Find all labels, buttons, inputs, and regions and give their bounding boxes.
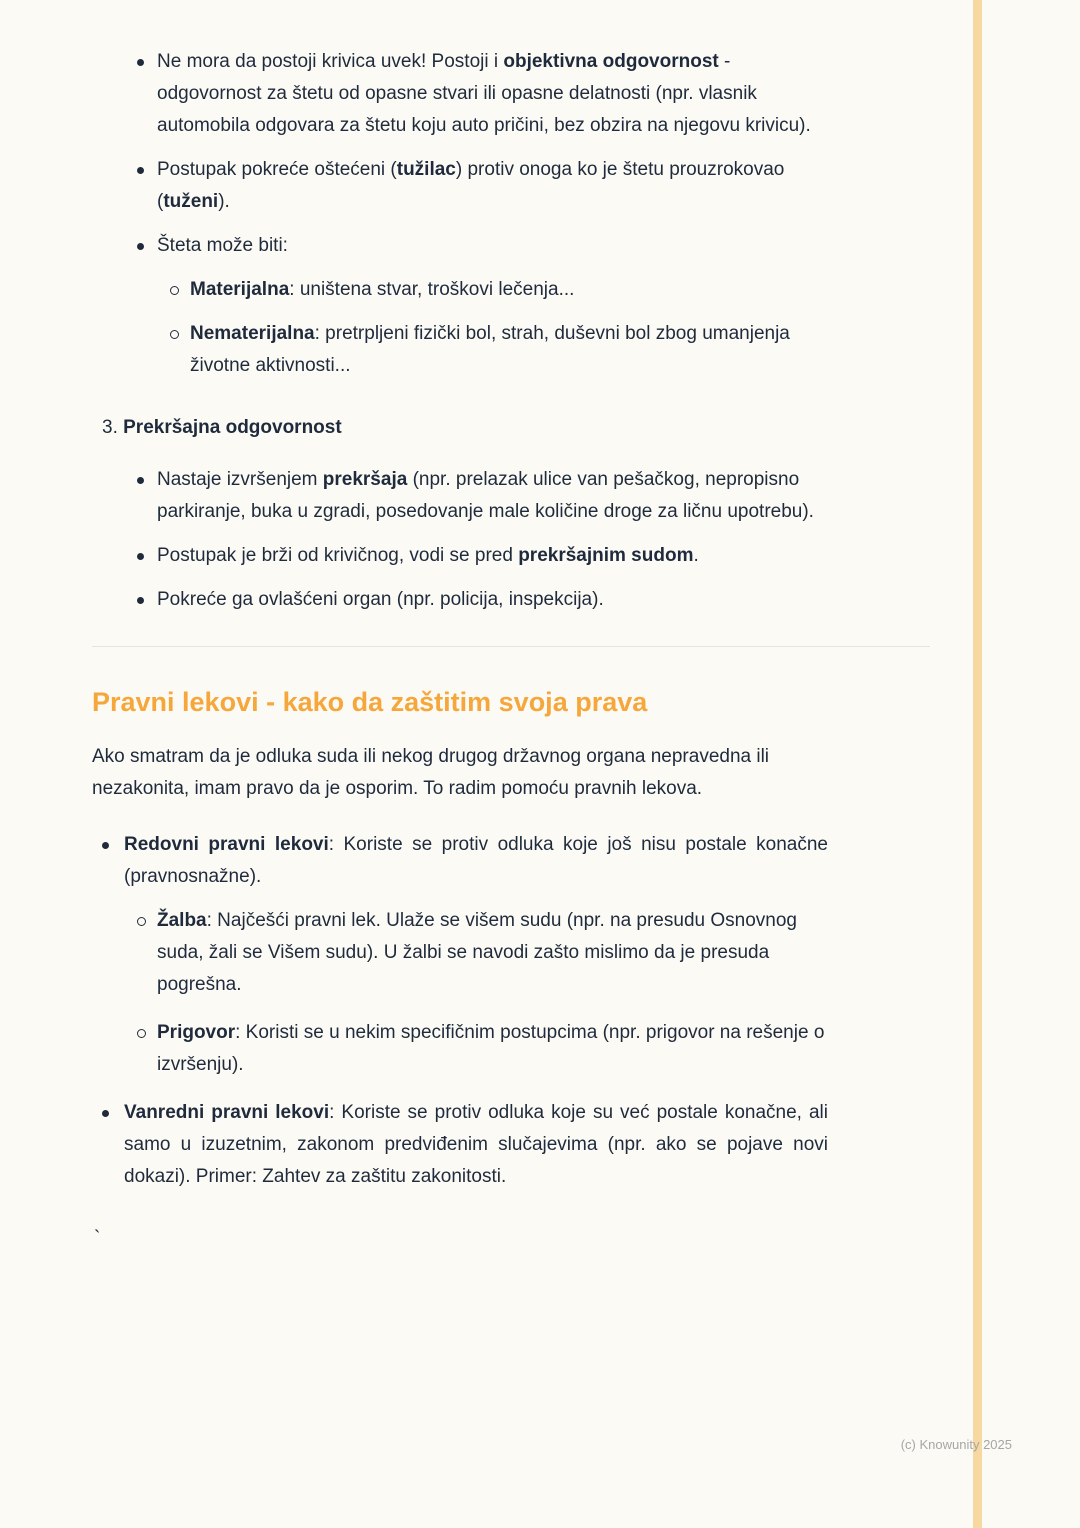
list-item-postupak-tuzilac [92,154,828,218]
list-item-text [157,46,828,142]
numbered-item-text [102,412,828,444]
bullet-icon [102,842,109,849]
list-item-text [157,905,828,1001]
bold-text-segment: Vanredni pravni lekovi [124,1102,330,1123]
bullet-icon [137,243,144,250]
list-item-vanredni-pravni-lekovi [92,1097,828,1193]
bold-text-segment: Prekršajna odgovornost [123,417,342,438]
section-misdemeanor [92,464,828,616]
numbered-item-prekrsajna-odgovornost [92,412,828,444]
text-segment: (npr. prelazak ulice van pešačkog, nepropisno parkiranje, buka u zgradi, posedovanje male količine droge za ličnu upotrebu). [157,469,814,522]
sub-list-item-zalba [92,905,828,1001]
circle-bullet-icon [170,286,179,295]
section-legal-remedies [92,829,828,1193]
list-item-text [124,1097,828,1193]
section-divider [92,646,930,647]
bold-text-segment: Materijalna [190,279,290,300]
text-segment: : pretrpljeni fizički bol, strah, duševni bol zbog umanjenja životne aktivnosti... [190,323,790,376]
text-segment: Šteta može biti: [157,235,288,256]
text-segment: : Najčešći pravni lek. Ulaže se višem sudu (npr. na presudu Osnovnog suda, žali se Višem sudu). U žalbi se navodi zašto mislimo da je presuda pogrešna. [157,910,797,995]
section-heading-pravni-lekovi: Pravni lekovi - kako da zaštitim svoja prava [92,687,648,717]
circle-bullet-icon [137,1029,146,1038]
list-item-text [124,829,828,893]
text-segment: . [693,545,699,566]
text-segment: Nastaje izvršenjem [157,469,323,490]
list-item-redovni-pravni-lekovi [92,829,828,893]
sub-list-item-materijalna [92,274,828,306]
text-segment: : Koriste se protiv odluka koje su već postale konačne, ali samo u izuzetnim, zakonom predviđenim slučajevima (npr. ako se pojave novi dokazi). Primer: Zahtev za zaštitu zakonitosti. [124,1102,828,1187]
bold-text-segment: Žalba [157,910,207,931]
text-segment: Pokreće ga ovlašćeni organ (npr. policija, inspekcija). [157,589,604,610]
circle-bullet-icon [170,330,179,339]
sub-list-item-nematerijalna [92,318,828,382]
list-item-text [190,318,828,382]
bold-text-segment: objektivna odgovornost [503,51,719,72]
intro-paragraph: Ako smatram da je odluka suda ili nekog drugog državnog organa nepravedna ili nezakonita, imam pravo da je osporim. To radim pomoću pravnih lekova. [92,746,770,799]
text-segment: Postupak pokreće oštećeni ( [157,159,397,180]
list-item-text [157,230,828,262]
list-item-nastaje-prekrsaj [92,464,828,528]
list-item-steta-moze-biti [92,230,828,262]
list-item-text [157,154,828,218]
text-segment: Postupak je brži od krivičnog, vodi se pred [157,545,519,566]
copyright-footer: (c) Knowunity 2025 [900,1437,1012,1452]
bullet-icon [137,597,144,604]
text-segment: : uništena stvar, troškovi lečenja... [289,279,575,300]
text-segment: Ne mora da postoji krivica uvek! Postoji i [157,51,504,72]
text-segment: 3. [102,417,124,438]
list-item-text [157,584,828,616]
bold-text-segment: tužilac [396,159,456,180]
stray-backtick-character: ` [94,1228,101,1249]
text-segment: : Koristi se u nekim specifičnim postupcima (npr. prigovor na rešenje o izvršenju). [157,1022,825,1075]
text-segment: : Koriste se protiv odluka koje još nisu postale konačne (pravnosnažne). [124,834,828,887]
bullet-icon [102,1110,109,1117]
bold-text-segment: tuženi [163,191,219,212]
list-item-text [190,274,828,306]
list-item-prekrsajni-sud [92,540,828,572]
bold-text-segment: prekršajnim sudom [518,545,694,566]
list-item-objektivna-odgovornost [92,46,828,142]
text-segment: ) protiv onoga ko je štetu prouzrokovao ( [157,159,785,212]
sub-list-item-prigovor [92,1017,828,1081]
bullet-icon [137,553,144,560]
list-item-text [157,464,828,528]
bullet-icon [137,59,144,66]
bullet-icon [137,167,144,174]
bold-text-segment: Prigovor [157,1022,236,1043]
list-item-text [157,1017,828,1081]
bold-text-segment: prekršaja [322,469,408,490]
list-item-ovlasceni-organ [92,584,828,616]
text-segment: - odgovornost za štetu od opasne stvari ili opasne delatnosti (npr. vlasnik automobila odgovara za štetu koju auto pričini, bez obzira na njegovu krivicu). [157,51,811,136]
text-segment: ). [218,191,230,212]
bullet-icon [137,477,144,484]
bold-text-segment: Redovni pravni lekovi [124,834,329,855]
circle-bullet-icon [137,917,146,926]
list-item-text [157,540,828,572]
bold-text-segment: Nematerijalna [190,323,315,344]
section-civil-liability [92,46,828,382]
